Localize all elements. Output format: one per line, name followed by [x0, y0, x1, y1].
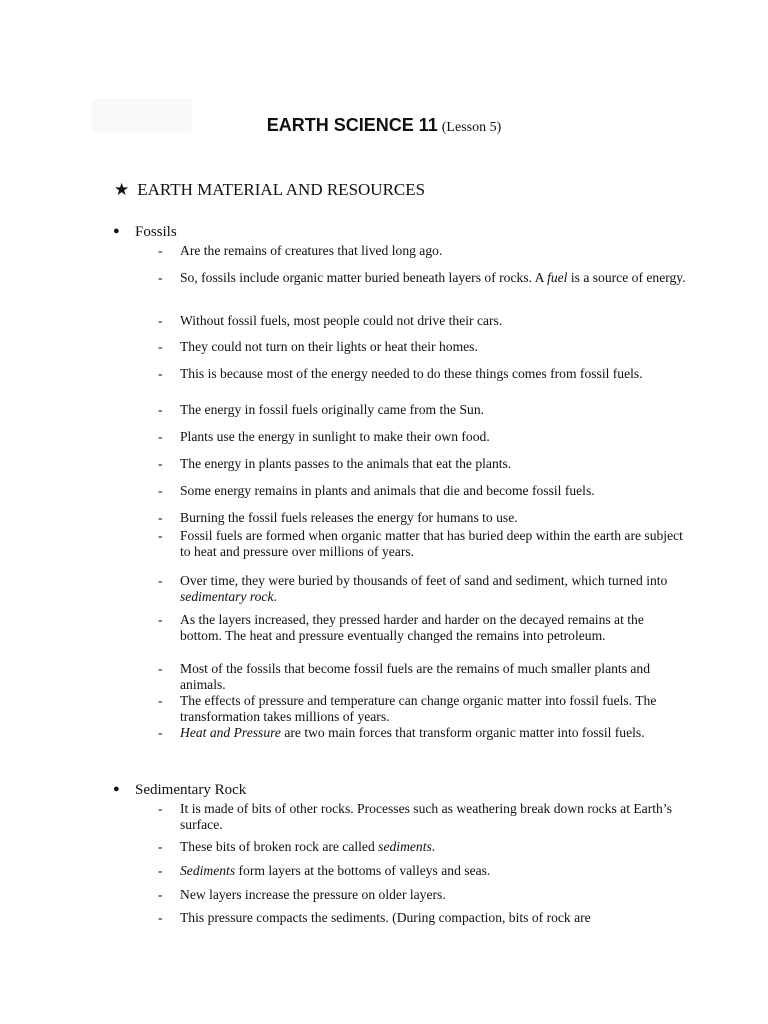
list-item: - As the layers increased, they pressed harder and harder on the decayed remains at the bottom. The heat and pressure eventually changed the remains into petroleum. — [158, 612, 688, 644]
list-item: - Without fossil fuels, most people could not drive their cars. — [158, 313, 688, 329]
section-title-label: Fossils — [135, 224, 177, 240]
list-item: - Sediments form layers at the bottoms of valleys and seas. — [158, 863, 688, 879]
list-item-text: As the layers increased, they pressed harder and harder on the decayed remains at the bottom. The heat and pressure eventually changed the remains into petroleum. — [180, 612, 644, 643]
section-heading — [114, 180, 425, 200]
list-item-text: The effects of pressure and temperature can change organic matter into fossil fuels. The transformation takes millions of years. — [180, 693, 657, 724]
list-item: - Plants use the energy in sunlight to make their own food. — [158, 429, 688, 445]
list-item-text: Are the remains of creatures that lived long ago. — [180, 243, 443, 258]
star-icon: ★ — [114, 180, 130, 199]
list-item: - Over time, they were buried by thousands of feet of sand and sediment, which turned into sedimentary rock. — [158, 573, 688, 605]
list-item-text: Without fossil fuels, most people could not drive their cars. — [180, 313, 503, 328]
list-item-text: Over time, they were buried by thousands of feet of sand and sediment, which turned into sedimentary rock. — [180, 573, 668, 604]
list-item-text: They could not turn on their lights or heat their homes. — [180, 339, 478, 354]
list-item: - The energy in fossil fuels originally came from the Sun. — [158, 402, 688, 418]
list-item: - It is made of bits of other rocks. Processes such as weathering break down rocks at Earth’s surface. — [158, 801, 688, 833]
heading-text: EARTH MATERIAL AND RESOURCES — [137, 180, 426, 199]
list-item: - This is because most of the energy needed to do these things comes from fossil fuels. — [158, 366, 688, 382]
list-item-text: This is because most of the energy needed to do these things comes from fossil fuels. — [180, 366, 643, 381]
list-item-text: Fossil fuels are formed when organic matter that has buried deep within the earth are subject to heat and pressure over millions of years. — [180, 528, 683, 559]
list-item-text: Plants use the energy in sunlight to make their own food. — [180, 429, 490, 444]
list-item-text: These bits of broken rock are called sediments. — [180, 839, 436, 854]
list-item-text: The energy in fossil fuels originally came from the Sun. — [180, 402, 485, 417]
list-item: - Are the remains of creatures that lived long ago. — [158, 243, 688, 259]
list-item-text: Some energy remains in plants and animals that die and become fossil fuels. — [180, 483, 595, 498]
list-item: - The energy in plants passes to the animals that eat the plants. — [158, 456, 688, 472]
list-item: - Most of the fossils that become fossil fuels are the remains of much smaller plants and animals. — [158, 661, 688, 693]
list-item: - So, fossils include organic matter buried beneath layers of rocks. A fuel is a source of energy. — [158, 270, 688, 286]
list-item-text: This pressure compacts the sediments. (During compaction, bits of rock are — [180, 910, 591, 925]
list-item: - Fossil fuels are formed when organic matter that has buried deep within the earth are subject to heat and pressure over millions of years. — [158, 528, 688, 560]
list-item: - The effects of pressure and temperature can change organic matter into fossil fuels. The transformation takes millions of years. — [158, 693, 688, 725]
page-title — [0, 115, 768, 136]
list-item-text: Burning the fossil fuels releases the energy for humans to use. — [180, 510, 518, 525]
list-item-text: Heat and Pressure are two main forces that transform organic matter into fossil fuels. — [180, 725, 645, 740]
title-sub: (Lesson 5) — [441, 120, 502, 135]
list-item: - Heat and Pressure are two main forces that transform organic matter into fossil fuels. — [158, 725, 688, 741]
bullet-icon: ● — [113, 783, 120, 795]
list-item-text: So, fossils include organic matter buried beneath layers of rocks. A fuel is a source of energy. — [180, 270, 686, 285]
title-main: EARTH SCIENCE 11 — [266, 115, 438, 135]
list-item-text: Most of the fossils that become fossil fuels are the remains of much smaller plants and animals. — [180, 661, 651, 692]
bullet-icon: ● — [113, 225, 120, 237]
section-title-label: Sedimentary Rock — [135, 782, 247, 798]
list-item: - They could not turn on their lights or heat their homes. — [158, 339, 688, 355]
list-item: - New layers increase the pressure on older layers. — [158, 887, 688, 903]
list-item-text: The energy in plants passes to the animals that eat the plants. — [180, 456, 512, 471]
section-title-fossils — [113, 224, 177, 241]
section-title-sedimentary-rock — [113, 782, 246, 799]
list-item-text: Sediments form layers at the bottoms of valleys and seas. — [180, 863, 491, 878]
list-item: - Some energy remains in plants and animals that die and become fossil fuels. — [158, 483, 688, 499]
list-item: - These bits of broken rock are called sediments. — [158, 839, 688, 855]
list-item-text: New layers increase the pressure on older layers. — [180, 887, 446, 902]
list-item: - This pressure compacts the sediments. (During compaction, bits of rock are — [158, 910, 688, 926]
list-item-text: It is made of bits of other rocks. Processes such as weathering break down rocks at Earth’s surface. — [180, 801, 672, 832]
list-item: - Burning the fossil fuels releases the energy for humans to use. — [158, 510, 688, 526]
